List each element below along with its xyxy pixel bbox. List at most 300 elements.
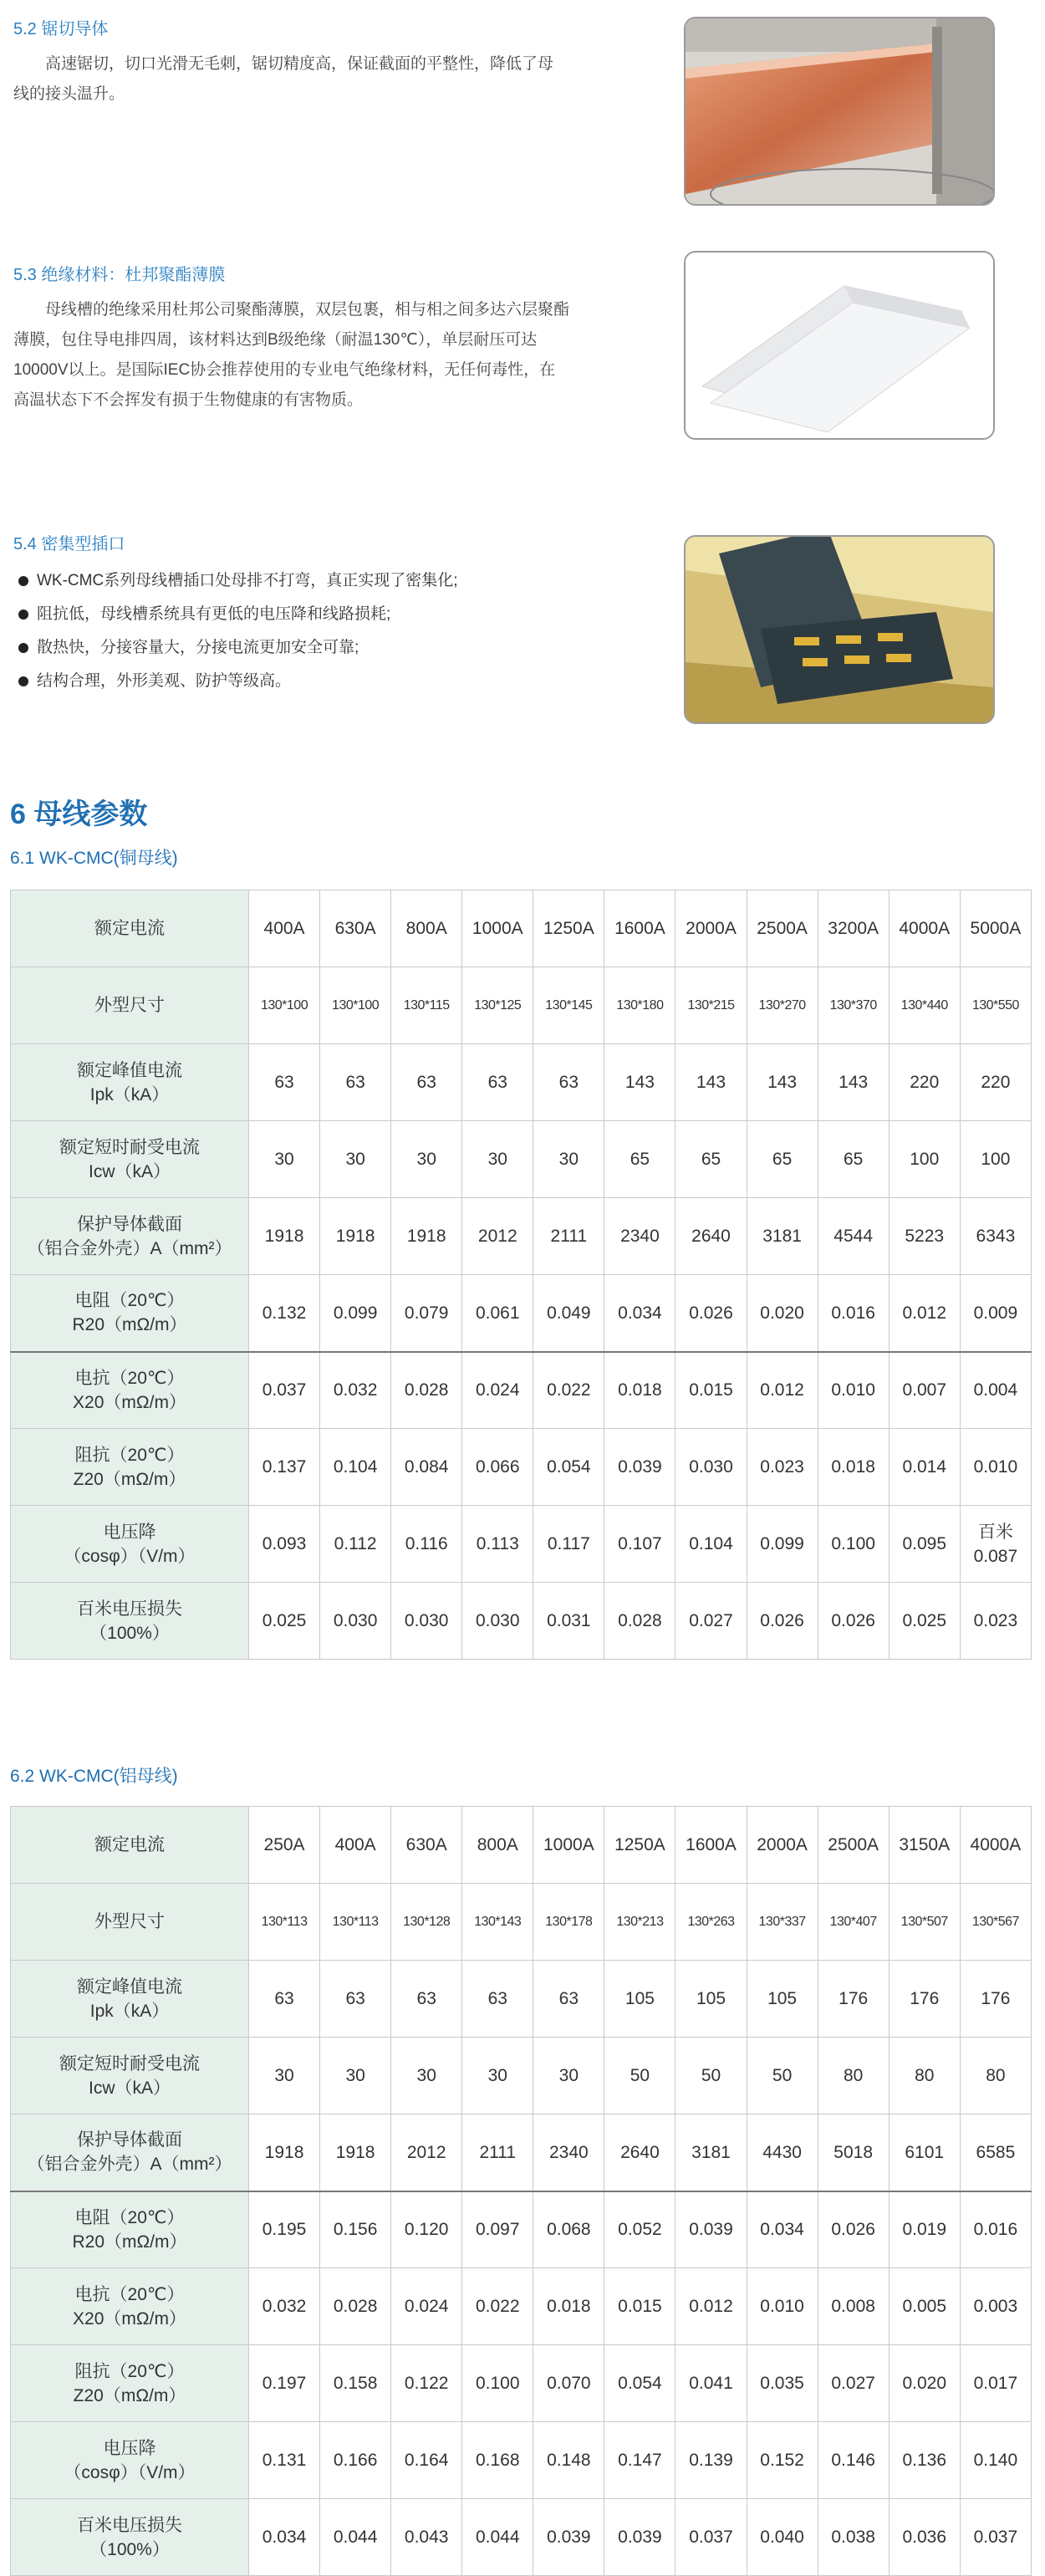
table-cell: 0.024 bbox=[462, 1352, 533, 1429]
row-header-line: 百米电压损失 bbox=[77, 2515, 182, 2535]
table-cell: 30 bbox=[391, 1121, 462, 1198]
table-cell: 130*263 bbox=[675, 1884, 747, 1961]
table-cell: 130*270 bbox=[747, 967, 818, 1044]
table-cell: 80 bbox=[960, 2038, 1031, 2114]
table-cell: 0.054 bbox=[604, 2345, 675, 2422]
table-cell: 30 bbox=[391, 2038, 462, 2114]
table-cell: 0.122 bbox=[391, 2345, 462, 2422]
table-cell: 0.093 bbox=[249, 1506, 320, 1583]
table-cell: 176 bbox=[960, 1961, 1031, 2038]
table-row bbox=[11, 1429, 1032, 1506]
table-cell: 130*113 bbox=[320, 1884, 391, 1961]
table-cell: 0.016 bbox=[818, 1275, 889, 1352]
table-cell: 0.104 bbox=[320, 1429, 391, 1506]
table-cell: 0.095 bbox=[889, 1506, 960, 1583]
table-row bbox=[11, 1198, 1032, 1275]
table-cell: 0.099 bbox=[747, 1506, 818, 1583]
row-header-line: （cosφ）（V/m） bbox=[64, 2462, 196, 2482]
table-cell: 0.131 bbox=[249, 2422, 320, 2499]
table-cell: 0.008 bbox=[818, 2268, 889, 2345]
table-cell: 0.197 bbox=[249, 2345, 320, 2422]
table-cell: 0.027 bbox=[675, 1583, 747, 1660]
table-cell: 0.010 bbox=[818, 1352, 889, 1429]
table-cell: 0.037 bbox=[675, 2499, 747, 2576]
section-title: 5.2 锯切导体 bbox=[13, 20, 109, 38]
table-cell: 0.068 bbox=[533, 2191, 604, 2268]
table-cell: 176 bbox=[818, 1961, 889, 2038]
table-cell: 2340 bbox=[604, 1198, 675, 1275]
table-cell: 2340 bbox=[533, 2114, 604, 2191]
table-cell: 130*440 bbox=[889, 967, 960, 1044]
row-header-line: Z20（mΩ/m） bbox=[73, 2385, 186, 2405]
table-cell: 2000A bbox=[747, 1807, 818, 1884]
row-header bbox=[11, 2268, 249, 2345]
table-cell: 0.120 bbox=[391, 2191, 462, 2268]
table-cell: 0.030 bbox=[391, 1583, 462, 1660]
row-header-line: 电抗（20℃） bbox=[74, 1368, 185, 1388]
section-5-4 bbox=[13, 530, 649, 698]
row-header bbox=[11, 2345, 249, 2422]
section-title: 5.4 密集型插口 bbox=[13, 535, 125, 553]
row-header bbox=[11, 1121, 249, 1198]
table-cell: 0.010 bbox=[960, 1429, 1031, 1506]
row-header-line: 额定峰值电流 bbox=[77, 1060, 182, 1080]
table-row bbox=[11, 1583, 1032, 1660]
row-header-line: 电抗（20℃） bbox=[74, 2284, 185, 2304]
table-cell: 63 bbox=[391, 1961, 462, 2038]
row-header bbox=[11, 890, 249, 967]
table-cell: 0.022 bbox=[533, 1352, 604, 1429]
saw-cutting-photo bbox=[684, 17, 995, 206]
table-cell: 0.026 bbox=[818, 1583, 889, 1660]
table-cell: 0.034 bbox=[249, 2499, 320, 2576]
table-cell: 3200A bbox=[818, 890, 889, 967]
table-cell: 0.039 bbox=[675, 2191, 747, 2268]
table-row bbox=[11, 1275, 1032, 1352]
table-cell: 0.061 bbox=[462, 1275, 533, 1352]
table-cell: 0.147 bbox=[604, 2422, 675, 2499]
table-cell: 400A bbox=[249, 890, 320, 967]
table-cell: 0.084 bbox=[391, 1429, 462, 1506]
table-cell: 400A bbox=[320, 1807, 391, 1884]
table-row bbox=[11, 1121, 1032, 1198]
row-header-line: 外型尺寸 bbox=[94, 1912, 165, 1931]
table-cell: 0.031 bbox=[533, 1583, 604, 1660]
table-cell: 3150A bbox=[889, 1807, 960, 1884]
table-cell: 0.041 bbox=[675, 2345, 747, 2422]
row-header-line: 电压降 bbox=[103, 2438, 156, 2458]
table-cell: 0.164 bbox=[391, 2422, 462, 2499]
table-cell: 1250A bbox=[533, 890, 604, 967]
table-cell: 0.037 bbox=[249, 1352, 320, 1429]
table-cell: 50 bbox=[675, 2038, 747, 2114]
row-header-line: 额定短时耐受电流 bbox=[59, 1137, 200, 1157]
table-cell: 0.028 bbox=[604, 1583, 675, 1660]
table-row bbox=[11, 2114, 1032, 2191]
table-cell: 130*115 bbox=[391, 967, 462, 1044]
table-cell: 0.136 bbox=[889, 2422, 960, 2499]
table-cell: 2000A bbox=[675, 890, 747, 967]
table-cell: 0.032 bbox=[249, 2268, 320, 2345]
table-cell: 0.132 bbox=[249, 1275, 320, 1352]
table-cell: 0.104 bbox=[675, 1506, 747, 1583]
row-header bbox=[11, 1275, 249, 1352]
row-header-line: （cosφ）（V/m） bbox=[64, 1546, 196, 1566]
table-cell: 63 bbox=[533, 1961, 604, 2038]
table-cell: 105 bbox=[747, 1961, 818, 2038]
table-cell: 0.166 bbox=[320, 2422, 391, 2499]
table-cell: 30 bbox=[462, 2038, 533, 2114]
table-cell: 1000A bbox=[462, 890, 533, 967]
polyester-film-photo bbox=[684, 251, 995, 440]
row-header bbox=[11, 1583, 249, 1660]
row-header-line: 保护导体截面 bbox=[77, 1214, 182, 1234]
table-cell: 0.003 bbox=[960, 2268, 1031, 2345]
table-cell: 63 bbox=[462, 1961, 533, 2038]
table-row bbox=[11, 1044, 1032, 1121]
table-cell: 0.039 bbox=[604, 2499, 675, 2576]
table-cell: 30 bbox=[249, 2038, 320, 2114]
table-cell: 143 bbox=[747, 1044, 818, 1121]
table-cell: 3181 bbox=[747, 1198, 818, 1275]
table-cell: 0.140 bbox=[960, 2422, 1031, 2499]
row-header-line: R20（mΩ/m） bbox=[72, 1315, 187, 1335]
table-cell: 0.022 bbox=[462, 2268, 533, 2345]
table-cell: 80 bbox=[889, 2038, 960, 2114]
table-cell: 0.004 bbox=[960, 1352, 1031, 1429]
table-cell: 2640 bbox=[675, 1198, 747, 1275]
row-header-line: （铝合金外壳）A（mm²） bbox=[27, 2155, 232, 2175]
table-cell: 0.017 bbox=[960, 2345, 1031, 2422]
table-cell: 0.195 bbox=[249, 2191, 320, 2268]
table-row bbox=[11, 967, 1032, 1044]
row-header bbox=[11, 1884, 249, 1961]
row-header-line: Icw（kA） bbox=[88, 2078, 171, 2098]
row-header-line: 额定峰值电流 bbox=[77, 1977, 182, 1997]
table-cell: 0.052 bbox=[604, 2191, 675, 2268]
row-header bbox=[11, 2499, 249, 2576]
table-cell: 0.117 bbox=[533, 1506, 604, 1583]
table-cell: 30 bbox=[533, 2038, 604, 2114]
table-row bbox=[11, 2499, 1032, 2576]
table-row bbox=[11, 2038, 1032, 2114]
table-cell: 800A bbox=[391, 890, 462, 967]
table-cell: 630A bbox=[320, 890, 391, 967]
table-cell: 0.146 bbox=[818, 2422, 889, 2499]
table-cell: 2012 bbox=[462, 1198, 533, 1275]
table-cell: 0.012 bbox=[747, 1352, 818, 1429]
row-header bbox=[11, 1807, 249, 1884]
table-cell: 0.100 bbox=[462, 2345, 533, 2422]
table-cell: 4000A bbox=[889, 890, 960, 967]
table-cell: 130*178 bbox=[533, 1884, 604, 1961]
table-cell: 143 bbox=[818, 1044, 889, 1121]
table-cell: 65 bbox=[604, 1121, 675, 1198]
table-cell: 5018 bbox=[818, 2114, 889, 2191]
table-cell: 30 bbox=[533, 1121, 604, 1198]
row-header-line: （100%） bbox=[89, 2539, 170, 2559]
table-cell: 1000A bbox=[533, 1807, 604, 1884]
table-row bbox=[11, 2268, 1032, 2345]
row-header-line: 电阻（20℃） bbox=[74, 2207, 185, 2227]
table-cell: 0.018 bbox=[533, 2268, 604, 2345]
plug-in-socket-photo bbox=[684, 535, 995, 724]
table-cell: 130*113 bbox=[249, 1884, 320, 1961]
table-row bbox=[11, 890, 1032, 967]
table-cell: 1250A bbox=[604, 1807, 675, 1884]
table-cell: 0.034 bbox=[747, 2191, 818, 2268]
table-cell: 130*180 bbox=[604, 967, 675, 1044]
table-cell: 0.024 bbox=[391, 2268, 462, 2345]
table-cell: 63 bbox=[462, 1044, 533, 1121]
table-row bbox=[11, 1961, 1032, 2038]
table-cell: 0.030 bbox=[320, 1583, 391, 1660]
table-cell: 0.039 bbox=[604, 1429, 675, 1506]
table-cell: 0.023 bbox=[747, 1429, 818, 1506]
table-cell: 0.032 bbox=[320, 1352, 391, 1429]
table-cell: 0.039 bbox=[533, 2499, 604, 2576]
table-cell: 100 bbox=[889, 1121, 960, 1198]
table-cell: 30 bbox=[462, 1121, 533, 1198]
table-cell: 50 bbox=[604, 2038, 675, 2114]
table-cell: 0.100 bbox=[818, 1506, 889, 1583]
table-cell: 63 bbox=[533, 1044, 604, 1121]
table-cell: 0.012 bbox=[889, 1275, 960, 1352]
table-cell: 63 bbox=[249, 1961, 320, 2038]
table-cell: 0.099 bbox=[320, 1275, 391, 1352]
section-5-3 bbox=[13, 261, 649, 416]
row-header-line: X20（mΩ/m） bbox=[73, 1392, 186, 1412]
table-cell: 0.107 bbox=[604, 1506, 675, 1583]
table-cell: 0.005 bbox=[889, 2268, 960, 2345]
table-cell: 100 bbox=[960, 1121, 1031, 1198]
row-header bbox=[11, 1429, 249, 1506]
row-header-line: 阻抗（20℃） bbox=[74, 1445, 185, 1465]
table-cell: 0.097 bbox=[462, 2191, 533, 2268]
table-cell: 4000A bbox=[960, 1807, 1031, 1884]
table-cell: 6585 bbox=[960, 2114, 1031, 2191]
aluminum-table-title: 6.2 WK-CMC(铝母线) bbox=[10, 1767, 178, 1786]
row-header-line: Z20（mΩ/m） bbox=[73, 1469, 186, 1489]
table-cell: 1918 bbox=[320, 1198, 391, 1275]
bullet-item: 散热快，分接容量大，分接电流更加安全可靠; bbox=[13, 631, 649, 665]
table-cell: 30 bbox=[320, 1121, 391, 1198]
table-cell: 0.009 bbox=[960, 1275, 1031, 1352]
table-cell: 63 bbox=[320, 1044, 391, 1121]
table-cell: 130*370 bbox=[818, 967, 889, 1044]
table-cell: 0.015 bbox=[604, 2268, 675, 2345]
aluminum-spec-table bbox=[10, 1806, 1032, 2576]
table-cell: 0.168 bbox=[462, 2422, 533, 2499]
row-header-line: 保护导体截面 bbox=[77, 2130, 182, 2150]
table-cell: 0.112 bbox=[320, 1506, 391, 1583]
table-cell: 63 bbox=[391, 1044, 462, 1121]
table-cell: 2500A bbox=[818, 1807, 889, 1884]
table-cell: 0.044 bbox=[462, 2499, 533, 2576]
table-cell: 3181 bbox=[675, 2114, 747, 2191]
table-cell: 130*567 bbox=[960, 1884, 1031, 1961]
table-cell: 0.152 bbox=[747, 2422, 818, 2499]
table-cell: 0.040 bbox=[747, 2499, 818, 2576]
row-header bbox=[11, 1506, 249, 1583]
section-5-2 bbox=[13, 15, 649, 110]
table-cell: 0.026 bbox=[818, 2191, 889, 2268]
table-cell: 0.137 bbox=[249, 1429, 320, 1506]
table-cell: 0.028 bbox=[391, 1352, 462, 1429]
table-cell: 0.018 bbox=[818, 1429, 889, 1506]
table-cell: 130*128 bbox=[391, 1884, 462, 1961]
table-cell: 176 bbox=[889, 1961, 960, 2038]
table-cell: 80 bbox=[818, 2038, 889, 2114]
row-header bbox=[11, 1198, 249, 1275]
row-header-line: 额定电流 bbox=[94, 919, 165, 938]
table-cell: 0.025 bbox=[249, 1583, 320, 1660]
table-row bbox=[11, 1807, 1032, 1884]
table-cell: 30 bbox=[320, 2038, 391, 2114]
table-cell: 5000A bbox=[960, 890, 1031, 967]
table-cell: 65 bbox=[818, 1121, 889, 1198]
row-header bbox=[11, 2191, 249, 2268]
table-cell: 130*407 bbox=[818, 1884, 889, 1961]
table-cell: 65 bbox=[747, 1121, 818, 1198]
table-cell: 2111 bbox=[533, 1198, 604, 1275]
table-cell: 1600A bbox=[675, 1807, 747, 1884]
bullet-item: 阻抗低，母线槽系统具有更低的电压降和线路损耗; bbox=[13, 598, 649, 631]
table-cell: 0.023 bbox=[960, 1583, 1031, 1660]
table-cell: 0.158 bbox=[320, 2345, 391, 2422]
row-header bbox=[11, 2422, 249, 2499]
row-header-line: X20（mΩ/m） bbox=[73, 2308, 186, 2329]
table-cell: 0.113 bbox=[462, 1506, 533, 1583]
section-text: 高速锯切，切口光滑无毛刺，锯切精度高，保证截面的平整性，降低了母 线的接头温升。 bbox=[13, 55, 554, 103]
row-header-line: 额定电流 bbox=[94, 1835, 165, 1854]
row-header-line: Icw（kA） bbox=[88, 1161, 171, 1181]
table-cell: 2012 bbox=[391, 2114, 462, 2191]
row-header-line: Ipk（kA） bbox=[89, 2001, 170, 2021]
table-cell: 220 bbox=[889, 1044, 960, 1121]
table-cell: 105 bbox=[604, 1961, 675, 2038]
table-row bbox=[11, 1352, 1032, 1429]
row-header-line: （100%） bbox=[89, 1623, 170, 1643]
row-header bbox=[11, 967, 249, 1044]
table-cell: 0.156 bbox=[320, 2191, 391, 2268]
row-header-line: 额定短时耐受电流 bbox=[59, 2053, 200, 2074]
table-cell: 1918 bbox=[249, 1198, 320, 1275]
table-cell: 130*550 bbox=[960, 967, 1031, 1044]
table-cell: 0.139 bbox=[675, 2422, 747, 2499]
table-cell: 0.020 bbox=[747, 1275, 818, 1352]
table-cell: 0.148 bbox=[533, 2422, 604, 2499]
table-cell: 0.030 bbox=[462, 1583, 533, 1660]
table-cell: 143 bbox=[604, 1044, 675, 1121]
table-cell: 0.010 bbox=[747, 2268, 818, 2345]
table-cell: 800A bbox=[462, 1807, 533, 1884]
table-cell: 0.018 bbox=[604, 1352, 675, 1429]
table-cell: 0.038 bbox=[818, 2499, 889, 2576]
table-cell: 130*125 bbox=[462, 967, 533, 1044]
table-cell: 63 bbox=[249, 1044, 320, 1121]
table-cell: 0.014 bbox=[889, 1429, 960, 1506]
row-header-line: 百米电压损失 bbox=[77, 1599, 182, 1619]
section-title: 5.3 绝缘材料：杜邦聚酯薄膜 bbox=[13, 266, 226, 284]
table-cell: 0.049 bbox=[533, 1275, 604, 1352]
table-cell: 50 bbox=[747, 2038, 818, 2114]
table-cell: 0.030 bbox=[675, 1429, 747, 1506]
table-cell: 130*213 bbox=[604, 1884, 675, 1961]
table-cell: 0.015 bbox=[675, 1352, 747, 1429]
table-cell: 220 bbox=[960, 1044, 1031, 1121]
table-cell: 0.020 bbox=[889, 2345, 960, 2422]
table-cell: 1918 bbox=[249, 2114, 320, 2191]
table-cell: 4430 bbox=[747, 2114, 818, 2191]
row-header-line: 电压降 bbox=[103, 1522, 156, 1542]
table-cell: 6101 bbox=[889, 2114, 960, 2191]
table-cell: 30 bbox=[249, 1121, 320, 1198]
row-header-line: 外型尺寸 bbox=[94, 996, 165, 1015]
table-row bbox=[11, 2191, 1032, 2268]
table-cell: 0.034 bbox=[604, 1275, 675, 1352]
table-cell: 0.079 bbox=[391, 1275, 462, 1352]
table-cell: 0.037 bbox=[960, 2499, 1031, 2576]
table-cell: 0.026 bbox=[675, 1275, 747, 1352]
table-cell: 5223 bbox=[889, 1198, 960, 1275]
table-row bbox=[11, 1884, 1032, 1961]
table-cell: 630A bbox=[391, 1807, 462, 1884]
table-row bbox=[11, 2345, 1032, 2422]
table-cell: 6343 bbox=[960, 1198, 1031, 1275]
row-header-line: R20（mΩ/m） bbox=[72, 2232, 187, 2252]
row-header bbox=[11, 1044, 249, 1121]
table-cell: 0.016 bbox=[960, 2191, 1031, 2268]
table-cell: 0.027 bbox=[818, 2345, 889, 2422]
table-cell: 0.054 bbox=[533, 1429, 604, 1506]
table-cell: 1918 bbox=[320, 2114, 391, 2191]
row-header bbox=[11, 1352, 249, 1429]
table-cell: 130*507 bbox=[889, 1884, 960, 1961]
table-cell: 0.070 bbox=[533, 2345, 604, 2422]
table-cell: 0.066 bbox=[462, 1429, 533, 1506]
table-cell: 0.028 bbox=[320, 2268, 391, 2345]
table-cell: 百米 0.087 bbox=[960, 1506, 1031, 1583]
table-cell: 63 bbox=[320, 1961, 391, 2038]
section-6-title: 6 母线参数 bbox=[10, 798, 148, 830]
table-cell: 130*215 bbox=[675, 967, 747, 1044]
table-cell: 1918 bbox=[391, 1198, 462, 1275]
table-cell: 0.043 bbox=[391, 2499, 462, 2576]
table-cell: 130*100 bbox=[320, 967, 391, 1044]
bullet-item: WK-CMC系列母线槽插口处母排不打弯，真正实现了密集化; bbox=[13, 564, 649, 598]
table-cell: 0.012 bbox=[675, 2268, 747, 2345]
table-cell: 130*143 bbox=[462, 1884, 533, 1961]
copper-spec-table bbox=[10, 890, 1032, 1660]
table-row bbox=[11, 2422, 1032, 2499]
table-cell: 2111 bbox=[462, 2114, 533, 2191]
row-header bbox=[11, 2114, 249, 2191]
table-cell: 105 bbox=[675, 1961, 747, 2038]
row-header-line: 电阻（20℃） bbox=[74, 1291, 185, 1311]
row-header-line: 阻抗（20℃） bbox=[74, 2361, 185, 2381]
table-cell: 130*337 bbox=[747, 1884, 818, 1961]
table-cell: 0.044 bbox=[320, 2499, 391, 2576]
row-header bbox=[11, 2038, 249, 2114]
table-row bbox=[11, 1506, 1032, 1583]
table-cell: 2640 bbox=[604, 2114, 675, 2191]
bullet-item: 结构合理，外形美观、防护等级高。 bbox=[13, 665, 649, 698]
table-cell: 250A bbox=[249, 1807, 320, 1884]
row-header-line: （铝合金外壳）A（mm²） bbox=[27, 1238, 232, 1258]
table-cell: 2500A bbox=[747, 890, 818, 967]
table-cell: 65 bbox=[675, 1121, 747, 1198]
